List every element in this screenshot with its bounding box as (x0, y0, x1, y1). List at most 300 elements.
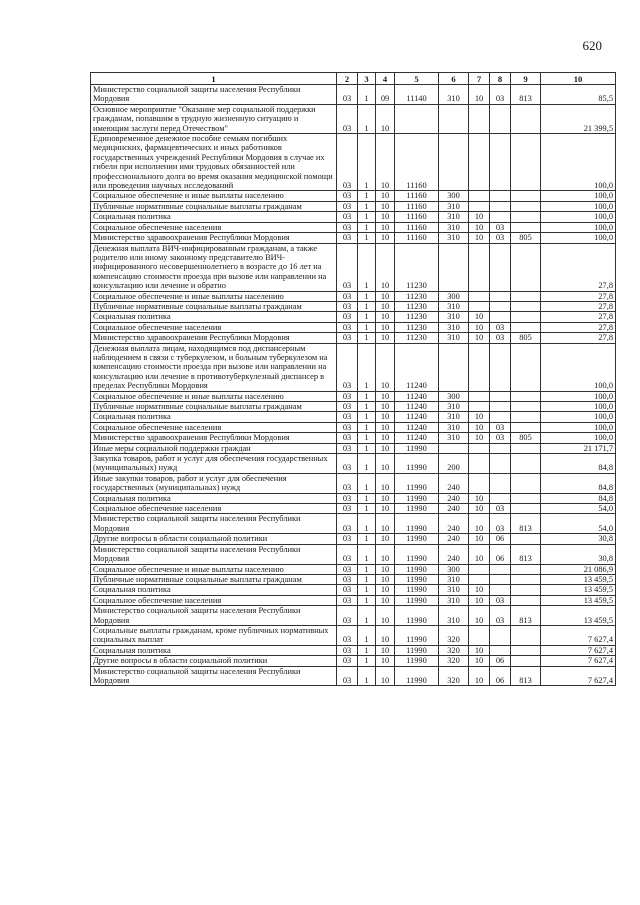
expense-type-cell: 310 (439, 595, 469, 605)
expense-type-cell: 310 (439, 201, 469, 211)
program-cell: 1 (358, 473, 376, 493)
target-code-cell: 11990 (395, 544, 439, 564)
item-name-cell: Социальная политика (91, 645, 337, 655)
program-cell: 1 (358, 104, 376, 133)
expense-type-cell: 320 (439, 656, 469, 666)
item-name-cell: Социальная политика (91, 412, 337, 422)
subprogram-cell: 10 (376, 104, 395, 133)
program-cell: 1 (358, 625, 376, 645)
target-code-cell: 11240 (395, 402, 439, 412)
table-row (91, 291, 616, 301)
subdivision-cell (490, 625, 511, 645)
expense-type-cell: 320 (439, 625, 469, 645)
item-name-cell: Другие вопросы в области социальной политики (91, 656, 337, 666)
target-code-cell: 11990 (395, 666, 439, 686)
table-row (91, 493, 616, 503)
subdivision-cell (490, 391, 511, 401)
amount-cell: 27,8 (541, 243, 616, 291)
table-row (91, 212, 616, 222)
table-row (91, 85, 616, 105)
program-cell: 1 (358, 433, 376, 443)
expense-type-cell (439, 243, 469, 291)
table-row (91, 514, 616, 534)
amount-cell: 100,0 (541, 134, 616, 191)
division-cell: 10 (469, 422, 490, 432)
subprogram-cell: 10 (376, 504, 395, 514)
table-row (91, 504, 616, 514)
ministry-code-cell (511, 243, 541, 291)
column-header: 9 (511, 73, 541, 85)
subprogram-cell: 10 (376, 201, 395, 211)
item-name-cell: Министерство социальной защиты населения Республики Мордовия (91, 85, 337, 105)
ministry-code-cell: 805 (511, 333, 541, 343)
column-header: 7 (469, 73, 490, 85)
program-cell: 1 (358, 595, 376, 605)
table-row (91, 656, 616, 666)
subprogram-cell: 10 (376, 391, 395, 401)
program-cell: 1 (358, 191, 376, 201)
division-cell (469, 291, 490, 301)
amount-cell: 13 459,5 (541, 606, 616, 626)
ministry-code-cell (511, 443, 541, 453)
subdivision-cell (490, 212, 511, 222)
table-header-row (91, 73, 616, 85)
item-name-cell: Министерство социальной защиты населения Республики Мордовия (91, 666, 337, 686)
subprogram-cell: 10 (376, 544, 395, 564)
division-cell: 10 (469, 645, 490, 655)
division-cell: 10 (469, 222, 490, 232)
section-code-cell: 03 (337, 473, 358, 493)
amount-cell: 100,0 (541, 422, 616, 432)
program-cell: 1 (358, 312, 376, 322)
expense-type-cell: 240 (439, 534, 469, 544)
expense-type-cell: 310 (439, 412, 469, 422)
subdivision-cell (490, 454, 511, 474)
target-code-cell (395, 104, 439, 133)
division-cell: 10 (469, 85, 490, 105)
section-code-cell: 03 (337, 212, 358, 222)
subprogram-cell: 10 (376, 473, 395, 493)
ministry-code-cell (511, 504, 541, 514)
ministry-code-cell: 813 (511, 85, 541, 105)
item-name-cell: Министерство здравоохранения Республики Мордовия (91, 233, 337, 243)
subdivision-cell (490, 493, 511, 503)
division-cell (469, 625, 490, 645)
table-row (91, 243, 616, 291)
subdivision-cell: 03 (490, 514, 511, 534)
item-name-cell: Социальное обеспечение и иные выплаты населению (91, 291, 337, 301)
section-code-cell: 03 (337, 391, 358, 401)
subprogram-cell: 10 (376, 493, 395, 503)
table-row (91, 454, 616, 474)
expense-type-cell: 310 (439, 301, 469, 311)
section-code-cell: 03 (337, 443, 358, 453)
item-name-cell: Министерство социальной защиты населения Республики Мордовия (91, 514, 337, 534)
program-cell: 1 (358, 504, 376, 514)
ministry-code-cell (511, 222, 541, 232)
ministry-code-cell (511, 422, 541, 432)
expense-type-cell: 310 (439, 222, 469, 232)
item-name-cell: Социальное обеспечение населения (91, 422, 337, 432)
amount-cell: 54,0 (541, 504, 616, 514)
subdivision-cell (490, 291, 511, 301)
expense-type-cell: 200 (439, 454, 469, 474)
program-cell: 1 (358, 85, 376, 105)
expense-type-cell: 310 (439, 233, 469, 243)
ministry-code-cell: 813 (511, 514, 541, 534)
division-cell (469, 243, 490, 291)
expense-type-cell (439, 134, 469, 191)
subdivision-cell: 03 (490, 504, 511, 514)
section-code-cell: 03 (337, 666, 358, 686)
subprogram-cell: 10 (376, 333, 395, 343)
subdivision-cell: 06 (490, 656, 511, 666)
section-code-cell: 03 (337, 301, 358, 311)
target-code-cell: 11230 (395, 243, 439, 291)
amount-cell: 84,8 (541, 454, 616, 474)
ministry-code-cell (511, 343, 541, 391)
target-code-cell: 11240 (395, 391, 439, 401)
item-name-cell: Иные закупки товаров, работ и услуг для обеспечения государственных (муниципальных) нужд (91, 473, 337, 493)
amount-cell: 27,8 (541, 333, 616, 343)
budget-table (90, 72, 616, 686)
amount-cell: 21 086,9 (541, 564, 616, 574)
division-cell (469, 454, 490, 474)
section-code-cell: 03 (337, 291, 358, 301)
subprogram-cell: 10 (376, 222, 395, 232)
item-name-cell: Публичные нормативные социальные выплаты гражданам (91, 402, 337, 412)
expense-type-cell (439, 104, 469, 133)
ministry-code-cell: 813 (511, 666, 541, 686)
subprogram-cell: 10 (376, 625, 395, 645)
subdivision-cell: 03 (490, 85, 511, 105)
table-row (91, 433, 616, 443)
program-cell: 1 (358, 656, 376, 666)
subprogram-cell: 10 (376, 322, 395, 332)
section-code-cell: 03 (337, 574, 358, 584)
division-cell (469, 564, 490, 574)
table-row (91, 564, 616, 574)
target-code-cell: 11160 (395, 222, 439, 232)
table-row (91, 645, 616, 655)
table-row (91, 443, 616, 453)
subdivision-cell (490, 473, 511, 493)
section-code-cell: 03 (337, 233, 358, 243)
target-code-cell: 11990 (395, 534, 439, 544)
division-cell (469, 134, 490, 191)
amount-cell: 13 459,5 (541, 574, 616, 584)
table-row (91, 402, 616, 412)
table-row (91, 625, 616, 645)
ministry-code-cell (511, 564, 541, 574)
target-code-cell: 11990 (395, 504, 439, 514)
target-code-cell: 11990 (395, 574, 439, 584)
subdivision-cell (490, 134, 511, 191)
subprogram-cell: 10 (376, 291, 395, 301)
expense-type-cell: 320 (439, 645, 469, 655)
item-name-cell: Публичные нормативные социальные выплаты гражданам (91, 201, 337, 211)
column-header: 1 (91, 73, 337, 85)
amount-cell: 85,5 (541, 85, 616, 105)
subprogram-cell: 10 (376, 564, 395, 574)
ministry-code-cell (511, 201, 541, 211)
section-code-cell: 03 (337, 454, 358, 474)
division-cell (469, 391, 490, 401)
amount-cell: 100,0 (541, 191, 616, 201)
section-code-cell: 03 (337, 412, 358, 422)
division-cell (469, 301, 490, 311)
division-cell (469, 343, 490, 391)
amount-cell: 7 627,4 (541, 656, 616, 666)
subprogram-cell: 10 (376, 402, 395, 412)
division-cell: 10 (469, 233, 490, 243)
amount-cell: 13 459,5 (541, 585, 616, 595)
target-code-cell: 11990 (395, 493, 439, 503)
target-code-cell: 11990 (395, 656, 439, 666)
table-row (91, 574, 616, 584)
target-code-cell: 11160 (395, 233, 439, 243)
amount-cell: 100,0 (541, 233, 616, 243)
subprogram-cell: 10 (376, 312, 395, 322)
amount-cell: 27,8 (541, 322, 616, 332)
table-row (91, 201, 616, 211)
target-code-cell: 11160 (395, 134, 439, 191)
ministry-code-cell (511, 625, 541, 645)
division-cell (469, 104, 490, 133)
expense-type-cell: 310 (439, 433, 469, 443)
subdivision-cell (490, 645, 511, 655)
program-cell: 1 (358, 391, 376, 401)
amount-cell: 100,0 (541, 212, 616, 222)
ministry-code-cell: 805 (511, 233, 541, 243)
subdivision-cell (490, 443, 511, 453)
section-code-cell: 03 (337, 433, 358, 443)
item-name-cell: Министерство социальной защиты населения Республики Мордовия (91, 544, 337, 564)
table-row (91, 222, 616, 232)
expense-type-cell (439, 343, 469, 391)
section-code-cell: 03 (337, 595, 358, 605)
division-cell (469, 574, 490, 584)
section-code-cell: 03 (337, 422, 358, 432)
amount-cell: 21 171,7 (541, 443, 616, 453)
subprogram-cell: 10 (376, 191, 395, 201)
program-cell: 1 (358, 333, 376, 343)
expense-type-cell: 240 (439, 544, 469, 564)
ministry-code-cell (511, 493, 541, 503)
subdivision-cell: 03 (490, 333, 511, 343)
subprogram-cell: 10 (376, 645, 395, 655)
section-code-cell: 03 (337, 585, 358, 595)
table-row (91, 412, 616, 422)
expense-type-cell: 240 (439, 514, 469, 534)
ministry-code-cell: 805 (511, 433, 541, 443)
amount-cell: 27,8 (541, 291, 616, 301)
column-header: 5 (395, 73, 439, 85)
division-cell: 10 (469, 312, 490, 322)
table-row (91, 333, 616, 343)
target-code-cell: 11240 (395, 422, 439, 432)
amount-cell: 54,0 (541, 514, 616, 534)
item-name-cell: Социальная политика (91, 585, 337, 595)
subdivision-cell: 03 (490, 222, 511, 232)
expense-type-cell: 240 (439, 504, 469, 514)
program-cell: 1 (358, 564, 376, 574)
division-cell (469, 443, 490, 453)
division-cell: 10 (469, 606, 490, 626)
amount-cell: 7 627,4 (541, 625, 616, 645)
section-code-cell: 03 (337, 625, 358, 645)
expense-type-cell: 310 (439, 312, 469, 322)
subprogram-cell: 10 (376, 595, 395, 605)
amount-cell: 100,0 (541, 201, 616, 211)
target-code-cell: 11990 (395, 473, 439, 493)
subdivision-cell: 06 (490, 534, 511, 544)
table-row (91, 585, 616, 595)
subprogram-cell: 10 (376, 606, 395, 626)
item-name-cell: Денежная выплата ВИЧ-инфицированным гражданам, а также родителю или иному законному представителю ВИЧ-инфицированного несовершеннолетнего в возрасте до 16 лет на компенсацию стоимости проезда при вызове или направлении на консультацию или лечение и обратно (91, 243, 337, 291)
program-cell: 1 (358, 585, 376, 595)
program-cell: 1 (358, 422, 376, 432)
program-cell: 1 (358, 402, 376, 412)
target-code-cell: 11990 (395, 606, 439, 626)
section-code-cell: 03 (337, 134, 358, 191)
ministry-code-cell (511, 212, 541, 222)
amount-cell: 84,8 (541, 493, 616, 503)
item-name-cell: Министерство здравоохранения Республики Мордовия (91, 433, 337, 443)
item-name-cell: Социальная политика (91, 212, 337, 222)
target-code-cell: 11160 (395, 212, 439, 222)
subdivision-cell: 03 (490, 322, 511, 332)
table-row (91, 534, 616, 544)
target-code-cell: 11230 (395, 291, 439, 301)
ministry-code-cell: 813 (511, 606, 541, 626)
amount-cell: 30,8 (541, 544, 616, 564)
subprogram-cell: 10 (376, 666, 395, 686)
amount-cell: 27,8 (541, 312, 616, 322)
target-code-cell: 11160 (395, 191, 439, 201)
expense-type-cell: 310 (439, 422, 469, 432)
target-code-cell: 11230 (395, 322, 439, 332)
subdivision-cell: 06 (490, 544, 511, 564)
table-row (91, 322, 616, 332)
amount-cell: 84,8 (541, 473, 616, 493)
subdivision-cell (490, 191, 511, 201)
section-code-cell: 03 (337, 191, 358, 201)
subprogram-cell: 10 (376, 412, 395, 422)
expense-type-cell: 240 (439, 473, 469, 493)
column-header: 4 (376, 73, 395, 85)
subdivision-cell: 03 (490, 433, 511, 443)
table-row (91, 473, 616, 493)
column-header: 10 (541, 73, 616, 85)
subdivision-cell (490, 301, 511, 311)
table-row (91, 312, 616, 322)
subdivision-cell: 03 (490, 233, 511, 243)
expense-type-cell: 300 (439, 564, 469, 574)
division-cell: 10 (469, 322, 490, 332)
amount-cell: 100,0 (541, 433, 616, 443)
ministry-code-cell (511, 412, 541, 422)
subprogram-cell: 10 (376, 134, 395, 191)
amount-cell: 100,0 (541, 402, 616, 412)
expense-type-cell: 310 (439, 585, 469, 595)
amount-cell: 100,0 (541, 391, 616, 401)
target-code-cell: 11160 (395, 201, 439, 211)
ministry-code-cell (511, 191, 541, 201)
amount-cell: 27,8 (541, 301, 616, 311)
ministry-code-cell (511, 134, 541, 191)
section-code-cell: 03 (337, 85, 358, 105)
item-name-cell: Публичные нормативные социальные выплаты гражданам (91, 574, 337, 584)
amount-cell: 21 399,5 (541, 104, 616, 133)
ministry-code-cell (511, 473, 541, 493)
section-code-cell: 03 (337, 645, 358, 655)
subdivision-cell (490, 402, 511, 412)
subdivision-cell (490, 574, 511, 584)
subdivision-cell (490, 312, 511, 322)
subdivision-cell (490, 564, 511, 574)
expense-type-cell: 310 (439, 333, 469, 343)
item-name-cell: Социальное обеспечение и иные выплаты населению (91, 564, 337, 574)
table-row (91, 301, 616, 311)
item-name-cell: Основное мероприятие "Оказание мер социальной поддержки гражданам, попавшим в трудную жизненную ситуацию и имеющим заслуги перед Отечеством" (91, 104, 337, 133)
program-cell: 1 (358, 301, 376, 311)
ministry-code-cell (511, 534, 541, 544)
section-code-cell: 03 (337, 504, 358, 514)
section-code-cell: 03 (337, 402, 358, 412)
division-cell: 10 (469, 585, 490, 595)
item-name-cell: Социальное обеспечение и иные выплаты населению (91, 191, 337, 201)
item-name-cell: Социальное обеспечение населения (91, 322, 337, 332)
division-cell (469, 473, 490, 493)
section-code-cell: 03 (337, 243, 358, 291)
ministry-code-cell (511, 656, 541, 666)
division-cell (469, 191, 490, 201)
program-cell: 1 (358, 443, 376, 453)
section-code-cell: 03 (337, 544, 358, 564)
ministry-code-cell (511, 391, 541, 401)
subprogram-cell: 10 (376, 212, 395, 222)
section-code-cell: 03 (337, 564, 358, 574)
table-row (91, 391, 616, 401)
subdivision-cell (490, 343, 511, 391)
item-name-cell: Социальное обеспечение и иные выплаты населению (91, 391, 337, 401)
target-code-cell: 11230 (395, 301, 439, 311)
subprogram-cell: 10 (376, 585, 395, 595)
page-number: 620 (582, 38, 602, 53)
item-name-cell: Денежная выплата лицам, находящимся под диспансерным наблюдением в связи с туберкулезом, и больным туберкулезом на компенсацию стоимости проезда при вызове или направлении на консультацию или лечение в противотуберкулезный диспансер в пределах Республики Мордовия (91, 343, 337, 391)
section-code-cell: 03 (337, 606, 358, 626)
expense-type-cell: 310 (439, 85, 469, 105)
section-code-cell: 03 (337, 534, 358, 544)
subprogram-cell: 10 (376, 243, 395, 291)
column-header: 8 (490, 73, 511, 85)
column-header: 3 (358, 73, 376, 85)
division-cell: 10 (469, 333, 490, 343)
ministry-code-cell (511, 291, 541, 301)
division-cell (469, 402, 490, 412)
program-cell: 1 (358, 574, 376, 584)
amount-cell: 7 627,4 (541, 666, 616, 686)
target-code-cell: 11230 (395, 333, 439, 343)
division-cell: 10 (469, 656, 490, 666)
ministry-code-cell (511, 585, 541, 595)
table-row (91, 233, 616, 243)
program-cell: 1 (358, 606, 376, 626)
division-cell: 10 (469, 544, 490, 564)
item-name-cell: Социальное обеспечение населения (91, 504, 337, 514)
expense-type-cell (439, 443, 469, 453)
